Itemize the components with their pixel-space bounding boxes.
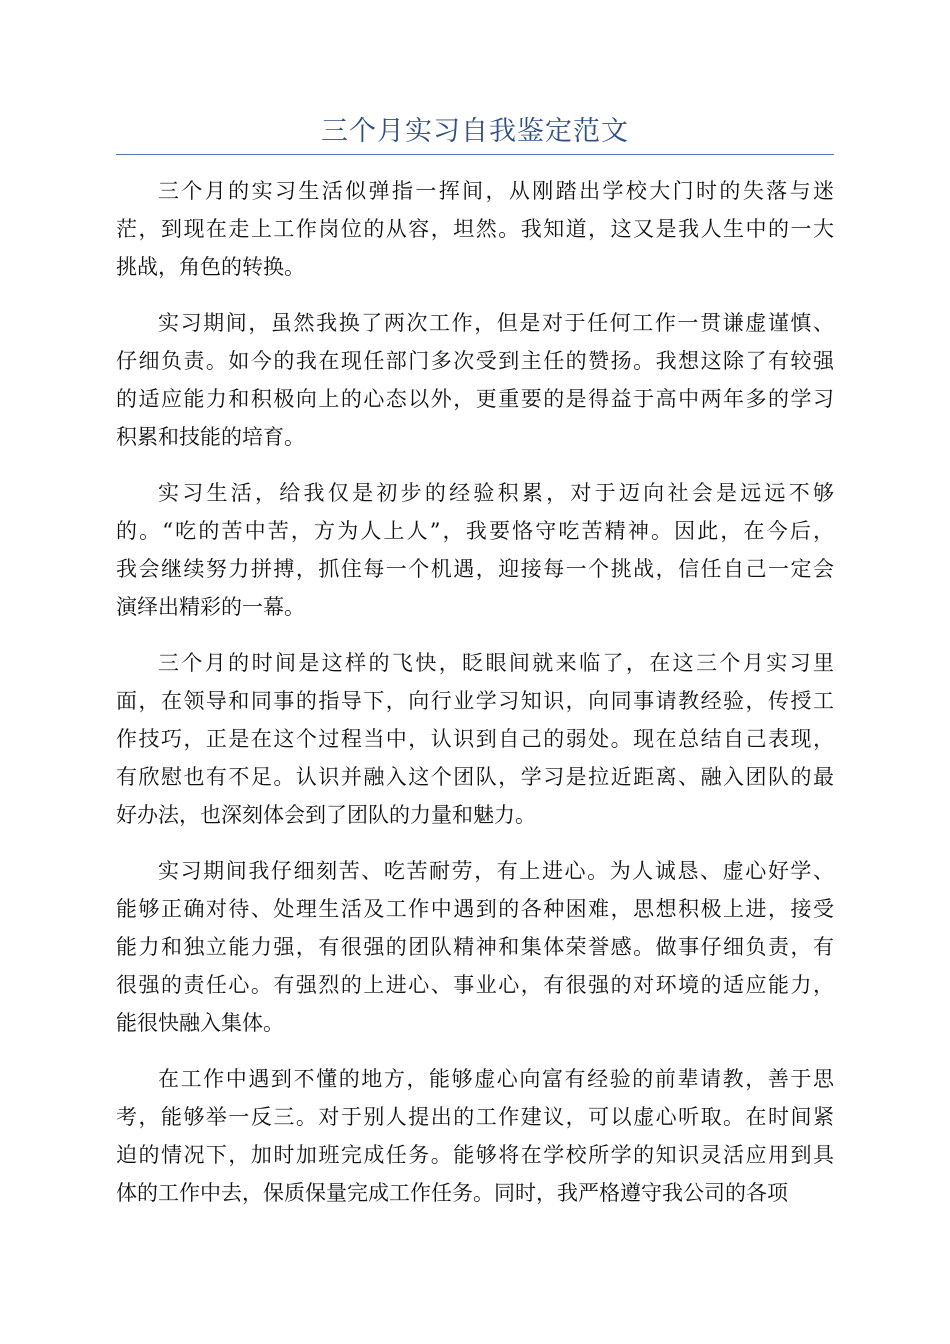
paragraph-line: 三个月的实习生活似弹指一挥间，从刚踏出学校大门时的失落与迷: [158, 179, 834, 203]
paragraph-line: 实习期间，虽然我换了两次工作，但是对于任何工作一贯谦虚谨慎、: [158, 311, 834, 335]
paragraph-line: 茫，到现在走上工作岗位的从容，坦然。我知道，这又是我人生中的一大: [116, 217, 834, 241]
body-paragraph: [116, 172, 834, 286]
paragraph-line: 实习生活，给我仅是初步的经验积累，对于迈向社会是远远不够: [158, 481, 834, 505]
paragraph-line: 很强的责任心。有强烈的上进心、事业心，有很强的对环境的适应能力，: [116, 973, 834, 997]
paragraph-line: 仔细负责。如今的我在现任部门多次受到主任的赞扬。我想这除了有较强: [116, 349, 834, 373]
paragraph-line: 体的工作中去，保质保量完成工作任务。同时，我严格遵守我公司的各项: [116, 1181, 788, 1205]
paragraph-line: 的适应能力和积极向上的心态以外，更重要的是得益于高中两年多的学习: [116, 387, 834, 411]
body-paragraph: [116, 1060, 834, 1212]
paragraph-line: 考，能够举一反三。对于别人提出的工作建议，可以虚心听取。在时间紧: [116, 1105, 834, 1129]
paragraph-line: 作技巧，正是在这个过程当中，认识到自己的弱处。现在总结自己表现，: [116, 727, 834, 751]
paragraph-line: 迫的情况下，加时加班完成任务。能够将在学校所学的知识灵活应用到具: [116, 1143, 834, 1167]
paragraph-line: 挑战，角色的转换。: [116, 255, 305, 279]
paragraph-line: 有欣慰也有不足。认识并融入这个团队，学习是拉近距离、融入团队的最: [116, 765, 834, 789]
document-body: [116, 172, 834, 1230]
body-paragraph: [116, 644, 834, 834]
body-paragraph: [116, 852, 834, 1042]
paragraph-line: 在工作中遇到不懂的地方，能够虚心向富有经验的前辈请教，善于思: [158, 1067, 834, 1091]
body-paragraph: [116, 304, 834, 456]
paragraph-line: 能力和独立能力强，有很强的团队精神和集体荣誉感。做事仔细负责，有: [116, 935, 834, 959]
document-title: 三个月实习自我鉴定范文: [321, 116, 629, 147]
paragraph-line: 的。“吃的苦中苦，方为人上人”，我要恪守吃苦精神。因此，在今后，: [116, 519, 834, 543]
title-underline: [116, 154, 834, 155]
paragraph-line: 我会继续努力拼搏，抓住每一个机遇，迎接每一个挑战，信任自己一定会: [116, 557, 834, 581]
paragraph-line: 能很快融入集体。: [116, 1011, 284, 1035]
body-paragraph: [116, 474, 834, 626]
paragraph-line: 好办法，也深刻体会到了团队的力量和魅力。: [116, 803, 536, 827]
paragraph-line: 积累和技能的培育。: [116, 425, 305, 449]
paragraph-line: 三个月的时间是这样的飞快，眨眼间就来临了，在这三个月实习里: [158, 651, 834, 675]
paragraph-line: 演绎出精彩的一幕。: [116, 595, 305, 619]
paragraph-line: 能够正确对待、处理生活及工作中遇到的各种困难，思想积极上进，接受: [116, 897, 834, 921]
paragraph-line: 实习期间我仔细刻苦、吃苦耐劳，有上进心。为人诚恳、虚心好学、: [158, 859, 834, 883]
paragraph-line: 面，在领导和同事的指导下，向行业学习知识，向同事请教经验，传授工: [116, 689, 834, 713]
